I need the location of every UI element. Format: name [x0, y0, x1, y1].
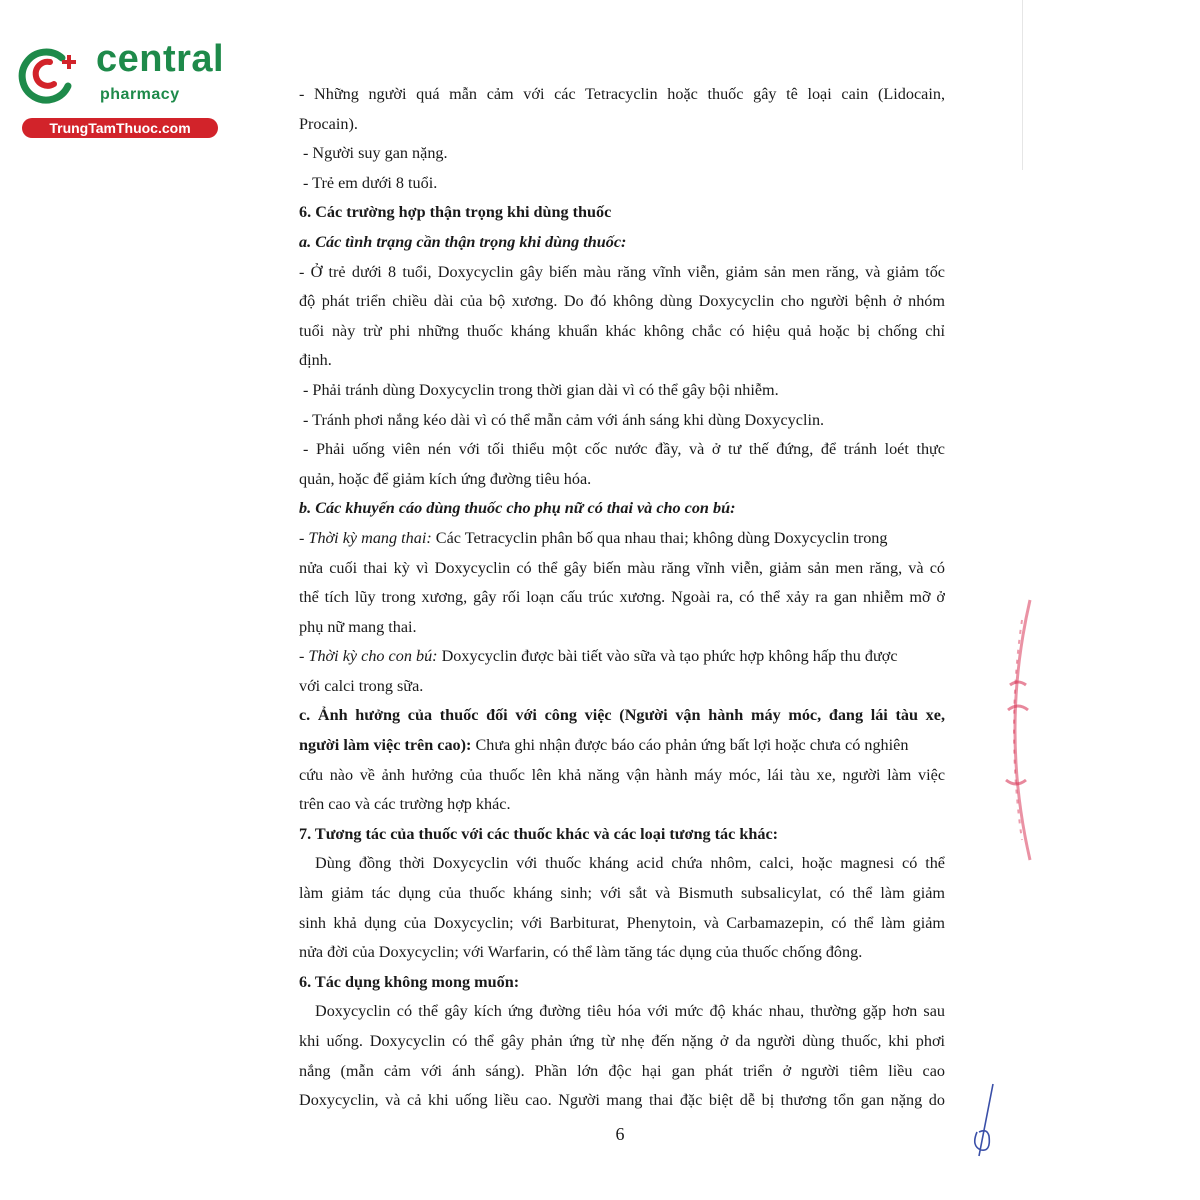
text-line: Doxycyclin, và cả khi uống liều cao. Người mang thai đặc biệt dễ bị thương tổn gan nặng do: [299, 1091, 945, 1110]
text-line: tuổi này trừ phi những thuốc kháng khuẩn khác không chắc có hiệu quả hoặc bị chống chỉ: [299, 321, 945, 340]
text-line: - Tránh phơi nắng kéo dài vì có thể mẫn cảm với ánh sáng khi dùng Doxycyclin.: [303, 410, 825, 429]
text-line: - Phải uống viên nén với tối thiểu một cốc nước đầy, và ở tư thế đứng, để tránh loét thực: [303, 440, 945, 459]
section-heading: 6. Tác dụng không mong muốn:: [299, 972, 520, 991]
text-line: - Trẻ em dưới 8 tuổi.: [303, 173, 438, 192]
text-line: nửa cuối thai kỳ vì Doxycyclin có thể gây biến màu răng vĩnh viễn, giảm sản men răng, và có: [299, 558, 945, 577]
italic-lead: - Thời kỳ mang thai:: [299, 528, 432, 547]
text-line: nửa đời của Doxycyclin; với Warfarin, có thể làm tăng tác dụng của thuốc chống đông.: [299, 943, 863, 962]
brand-sub: pharmacy: [100, 86, 180, 103]
text-line: - Phải tránh dùng Doxycyclin trong thời gian dài vì có thể gây bội nhiễm.: [303, 380, 779, 399]
document-body: [299, 80, 945, 1116]
section-heading: 7. Tương tác của thuốc với các thuốc khác và các loại tương tác khác:: [299, 824, 779, 843]
subsection-heading: a. Các tình trạng cần thận trọng khi dùng thuốc:: [299, 232, 627, 251]
text-line: phụ nữ mang thai.: [299, 617, 417, 636]
text-line: [299, 731, 945, 761]
text-line: Doxycyclin có thể gây kích ứng đường tiêu hóa với mức độ khác nhau, thường gặp hơn sau: [315, 1002, 945, 1021]
brand-name: central: [96, 38, 225, 80]
text-line: làm giảm tác dụng của thuốc kháng sinh; với sắt và Bismuth subsalicylat, có thể làm giảm: [299, 884, 945, 903]
text-line: Dùng đồng thời Doxycyclin với thuốc kháng acid chứa nhôm, calci, hoặc magnesi có thể: [315, 854, 945, 873]
page-edge-line: [1022, 0, 1023, 170]
subsection-heading: c. Ảnh hưởng của thuốc đối với công việc (Người vận hành máy móc, đang lái tàu xe,: [299, 706, 945, 725]
text-span: Doxycyclin được bài tiết vào sữa và tạo phức hợp không hấp thu được: [441, 647, 898, 666]
text-line: - Ở trẻ dưới 8 tuổi, Doxycyclin gây biến màu răng vĩnh viễn, giảm sản men răng, và giảm tốc: [299, 262, 945, 281]
text-line: [299, 642, 945, 672]
text-line: trên cao và các trường hợp khác.: [299, 795, 511, 814]
page-number: 6: [615, 1124, 625, 1144]
text-line: cứu nào về ảnh hưởng của thuốc lên khả năng vận hành máy móc, lái tàu xe, người làm việc: [299, 765, 945, 784]
text-line: sinh khả dụng của Doxycyclin; với Barbiturat, Phenytoin, và Carbamazepin, có thể làm giảm: [299, 913, 945, 932]
pharmacy-cross-icon: [10, 40, 80, 110]
red-stamp-mark: [990, 590, 1040, 870]
text-span: Các Tetracyclin phân bố qua nhau thai; không dùng Doxycyclin trong: [435, 528, 888, 547]
text-line: quản, hoặc để giảm kích ứng đường tiêu hóa.: [299, 469, 592, 488]
brand-site-badge: TrungTamThuoc.com: [22, 118, 218, 138]
section-heading: 6. Các trường hợp thận trọng khi dùng thuốc: [299, 203, 612, 222]
text-line: - Người suy gan nặng.: [303, 144, 448, 163]
bold-lead: người làm việc trên cao):: [299, 736, 472, 755]
text-line: Procain).: [299, 114, 358, 133]
central-pharmacy-logo: [10, 38, 225, 140]
text-line: thể tích lũy trong xương, gây rối loạn cấu trúc xương. Ngoài ra, có thể xảy ra gan nhiễm mỡ ở: [299, 588, 945, 607]
text-line: [299, 524, 945, 554]
text-line: nắng (mẫn cảm với ánh sáng). Phần lớn độc hại gan phát triển ở người tiêm liều cao: [299, 1061, 945, 1080]
text-line: độ phát triển chiều dài của bộ xương. Do đó không dùng Doxycyclin cho người bệnh ở nhóm: [299, 292, 945, 311]
signature-mark: [965, 1080, 1005, 1160]
text-line: khi uống. Doxycyclin có thể gây phản ứng từ nhẹ đến nặng ở da người dùng thuốc, khi phơi: [299, 1032, 945, 1050]
text-line: định.: [299, 351, 332, 370]
subsection-heading: b. Các khuyến cáo dùng thuốc cho phụ nữ có thai và cho con bú:: [299, 499, 736, 518]
text-line: với calci trong sữa.: [299, 676, 424, 695]
text-span: Chưa ghi nhận được báo cáo phản ứng bất lợi hoặc chưa có nghiên: [475, 736, 909, 755]
italic-lead: - Thời kỳ cho con bú:: [299, 647, 438, 666]
text-line: - Những người quá mẫn cảm với các Tetracyclin hoặc thuốc gây tê loại cain (Lidocain,: [299, 85, 945, 103]
